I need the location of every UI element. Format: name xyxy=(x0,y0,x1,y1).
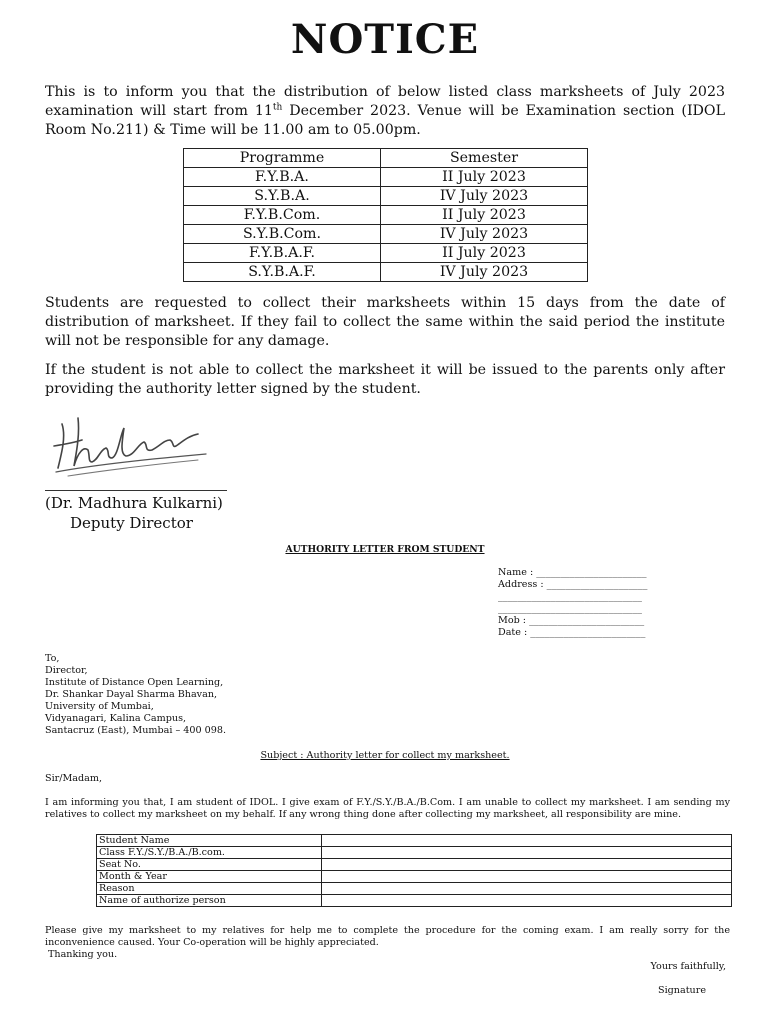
address-field: Address : _____________________ xyxy=(498,579,648,590)
mob-field: Mob : ________________________ xyxy=(498,615,645,626)
info-label: Class F.Y./S.Y./B.A./B.com. xyxy=(97,847,322,859)
date-field: Date : ________________________ xyxy=(498,627,646,638)
table-row xyxy=(97,895,732,907)
programme-cell: S.Y.B.A. xyxy=(184,187,381,206)
intro-superscript: th xyxy=(272,102,283,113)
address-line: ______________________________ xyxy=(498,603,642,614)
signatory-name: (Dr. Madhura Kulkarni) xyxy=(45,494,223,512)
address-line: Dr. Shankar Dayal Sharma Bhavan, xyxy=(45,689,218,700)
student-details-block xyxy=(498,567,678,639)
table-row xyxy=(184,244,588,263)
semester-cell: II July 2023 xyxy=(381,206,588,225)
address-line: Vidyanagari, Kalina Campus, xyxy=(45,713,187,724)
programme-cell: S.Y.B.Com. xyxy=(184,225,381,244)
parents-paragraph: If the student is not able to collect the marksheet it will be issued to the parents only after providing the authority letter signed by the student. xyxy=(45,362,725,397)
yours-faithfully: Yours faithfully, xyxy=(650,961,726,972)
signatory-role: Deputy Director xyxy=(70,514,193,532)
letter-subject: Subject : Authority letter for collect my marksheet. xyxy=(260,750,510,761)
thanking-line: Thanking you. xyxy=(48,949,118,960)
programme-cell: F.Y.B.A. xyxy=(184,168,381,187)
semester-cell: IV July 2023 xyxy=(381,187,588,206)
header-programme: Programme xyxy=(184,149,381,168)
table-header-row xyxy=(184,149,588,168)
table-row xyxy=(97,859,732,871)
info-value-cell xyxy=(322,895,732,907)
signature-label: Signature xyxy=(658,985,706,996)
programme-cell: S.Y.B.A.F. xyxy=(184,263,381,282)
intro-text-a: This is to inform you that the distribution of below listed class marksheets of July 2023 examination will start from 11 xyxy=(45,84,725,119)
programme-table xyxy=(183,148,588,282)
intro-text-b: December 2023. Venue will be Examination section (IDOL Room No.211) & Time will be 11.00 am to 05.00pm. xyxy=(45,103,725,138)
address-line: To, xyxy=(45,653,60,664)
address-line: Director, xyxy=(45,665,88,676)
table-row xyxy=(184,225,588,244)
address-line: Santacruz (East), Mumbai – 400 098. xyxy=(45,725,227,736)
semester-cell: IV July 2023 xyxy=(381,263,588,282)
table-row xyxy=(97,835,732,847)
notice-title: NOTICE xyxy=(290,16,480,63)
table-row xyxy=(184,187,588,206)
info-label: Student Name xyxy=(97,835,322,847)
semester-cell: II July 2023 xyxy=(381,244,588,263)
table-row xyxy=(97,871,732,883)
header-semester: Semester xyxy=(381,149,588,168)
address-line: Institute of Distance Open Learning, xyxy=(45,677,224,688)
address-line: ______________________________ xyxy=(498,591,642,602)
table-row xyxy=(184,206,588,225)
table-row xyxy=(97,847,732,859)
semester-cell: II July 2023 xyxy=(381,168,588,187)
authority-letter-title: AUTHORITY LETTER FROM STUDENT xyxy=(285,544,485,555)
info-label: Seat No. xyxy=(97,859,322,871)
programme-cell: F.Y.B.Com. xyxy=(184,206,381,225)
signature-line xyxy=(45,490,227,491)
info-label: Reason xyxy=(97,883,322,895)
table-row xyxy=(184,168,588,187)
info-label: Month & Year xyxy=(97,871,322,883)
info-value-cell xyxy=(322,883,732,895)
intro-paragraph xyxy=(45,83,725,140)
semester-cell: IV July 2023 xyxy=(381,225,588,244)
info-value-cell xyxy=(322,847,732,859)
letter-body: I am informing you that, I am student of IDOL. I give exam of F.Y./S.Y./B.A./B.Com. I am unable to collect my marksheet. I am sending my relatives to collect my marksheet on my behalf. If any wrong thing done after collecting my marksheet, all responsibility are mine. xyxy=(45,797,730,820)
closing-paragraph: Please give my marksheet to my relatives for help me to complete the procedure for the coming exam. I am really sorry for the inconvenience caused. Your Co-operation will be highly appreciated. xyxy=(45,925,730,948)
table-row xyxy=(97,883,732,895)
salutation: Sir/Madam, xyxy=(45,773,103,784)
programme-cell: F.Y.B.A.F. xyxy=(184,244,381,263)
recipient-address xyxy=(45,653,226,737)
info-value-cell xyxy=(322,835,732,847)
address-line: University of Mumbai, xyxy=(45,701,154,712)
name-field: Name : _______________________ xyxy=(498,567,647,578)
collection-paragraph: Students are requested to collect their marksheets within 15 days from the date of distribution of marksheet. If they fail to collect the same within the said period the institute will not be responsible for any damage. xyxy=(45,295,725,349)
student-info-table xyxy=(96,834,732,907)
info-value-cell xyxy=(322,859,732,871)
table-row xyxy=(184,263,588,282)
info-value-cell xyxy=(322,871,732,883)
handwritten-signature xyxy=(48,406,213,478)
info-label: Name of authorize person xyxy=(97,895,322,907)
